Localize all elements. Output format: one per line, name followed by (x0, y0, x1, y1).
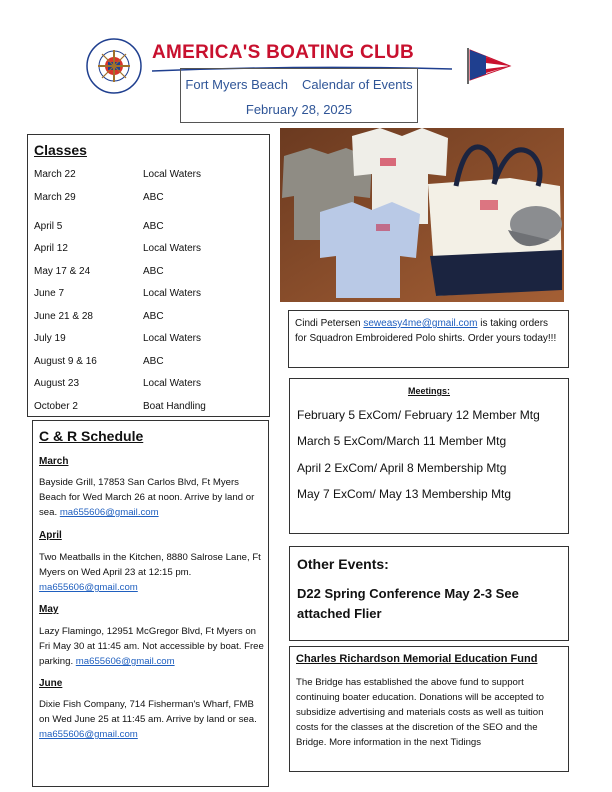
class-row (34, 192, 164, 203)
class-row (34, 356, 164, 367)
class-date: March 22 (34, 169, 76, 180)
title-line (181, 77, 417, 92)
class-date: October 2 (34, 401, 78, 412)
class-course: ABC (143, 266, 164, 277)
classes-box (27, 134, 270, 417)
cr-schedule-box (32, 420, 269, 787)
class-course: ABC (143, 221, 164, 232)
class-course: ABC (143, 311, 164, 322)
logo-swoosh (152, 60, 452, 68)
meetings-box (289, 378, 569, 534)
meeting-item: February 5 ExCom/ February 12 Member Mtg (297, 408, 540, 422)
cr-email-link[interactable]: ma655606@gmail.com (39, 729, 138, 740)
cr-entry-text: Dixie Fish Company, 714 Fisherman's Wharf, FMB on Wed June 25 at 11:45 am. Arrive by land or sea. (39, 699, 257, 725)
other-events-text: D22 Spring Conference May 2-3 See attached Flier (297, 586, 519, 621)
class-row (34, 401, 206, 412)
class-date: June 21 & 28 (34, 311, 93, 322)
cr-email-link[interactable]: ma655606@gmail.com (75, 656, 175, 667)
cr-schedule-heading: C & R Schedule (39, 428, 144, 444)
class-course: Local Waters (143, 169, 201, 180)
class-course: Local Waters (143, 243, 201, 254)
cr-entry (39, 550, 265, 595)
class-row (34, 311, 164, 322)
class-date: August 23 (34, 378, 80, 389)
meeting-item: March 5 ExCom/March 11 Member Mtg (297, 434, 507, 448)
cr-entry (39, 697, 265, 742)
class-date: May 17 & 24 (34, 266, 91, 277)
title-location: Fort Myers Beach (185, 77, 288, 92)
classes-heading: Classes (34, 142, 87, 158)
education-fund-heading: Charles Richardson Memorial Education Fund (296, 653, 538, 665)
other-events-box (289, 546, 569, 641)
polo-email-link[interactable]: seweasy4me@gmail.com (363, 318, 478, 329)
class-date: August 9 & 16 (34, 356, 97, 367)
boating-club-logo: AMERICA'S BOATING CLUB (152, 42, 414, 63)
class-course: Boat Handling (143, 401, 206, 412)
meeting-item: April 2 ExCom/ April 8 Membership Mtg (297, 461, 507, 475)
cr-email-link[interactable]: ma655606@gmail.com (39, 582, 138, 593)
cr-month: March (39, 456, 69, 467)
class-course: Local Waters (143, 378, 201, 389)
class-row (34, 333, 201, 344)
class-row (34, 221, 164, 232)
polo-text-before: Cindi Petersen (295, 318, 364, 329)
class-row (34, 378, 201, 389)
cr-entry-text: Lazy Flamingo, 12951 McGregor Blvd, Ft Myers on Fri May 30 at 11:45 am. Not accessible by boat. Free parking. (39, 626, 264, 667)
cr-month: May (39, 604, 59, 615)
cr-entry (39, 475, 265, 520)
cr-month: April (39, 530, 62, 541)
cr-email-link[interactable]: ma655606@gmail.com (59, 507, 159, 518)
meetings-heading: Meetings: (407, 386, 450, 396)
class-date: July 19 (34, 333, 66, 344)
class-course: Local Waters (143, 288, 201, 299)
education-fund-text: The Bridge has established the above fund to support continuing boater education. Donations will be accepted to subsidize advertising and materials costs as well as tuition costs for the classes at the discretion of the SEO and the Bridge. More information in the next Tidings (296, 677, 545, 748)
class-date: April 5 (34, 221, 63, 232)
polo-order-box (288, 310, 569, 368)
polo-shirts-photo (280, 128, 564, 302)
class-date: April 12 (34, 243, 68, 254)
cr-month: June (39, 678, 63, 689)
polo-text-after: is taking orders for Squadron Embroidered Polo shirts. Order yours today!!! (295, 318, 557, 344)
pennant-flag-icon (462, 44, 516, 88)
class-course: ABC (143, 192, 164, 203)
class-date: March 29 (34, 192, 76, 203)
cr-entry-text: Bayside Grill, 17853 San Carlos Blvd, Ft Myers Beach for Wed March 26 at noon. Arrive by land or sea. (39, 477, 255, 518)
calendar-title-box (180, 68, 418, 123)
class-row (34, 266, 164, 277)
cr-entry-text: Two Meatballs in the Kitchen, 8880 Salrose Lane, Ft Myers on Wed April 23 at 12:15 pm. (39, 552, 261, 578)
calendar-date: February 28, 2025 (245, 102, 353, 117)
class-date: June 7 (34, 288, 65, 299)
class-row (34, 288, 201, 299)
class-row (34, 169, 201, 180)
class-course: Local Waters (143, 333, 201, 344)
power-squadrons-seal (86, 38, 142, 94)
class-row (34, 243, 201, 254)
meeting-item: May 7 ExCom/ May 13 Membership Mtg (297, 487, 512, 501)
class-course: ABC (143, 356, 164, 367)
cr-entry (39, 624, 265, 669)
education-fund-box (289, 646, 569, 772)
title-label: Calendar of Events (302, 77, 413, 92)
other-events-heading: Other Events: (297, 556, 389, 572)
